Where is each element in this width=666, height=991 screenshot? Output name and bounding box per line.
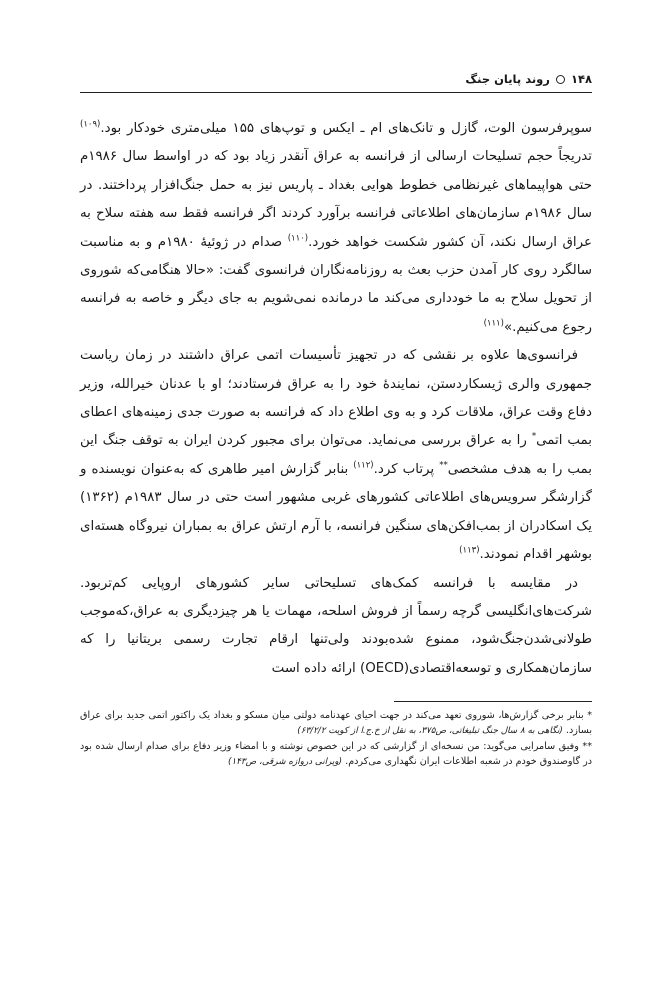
- text-run: تدریجاً حجم تسلیحات ارسالی از فرانسه به عراق آنقدر زیاد بود که در اواسط سال ۱۹۸۶م حتی هواپیماهای غیرنظامی خطوط هوایی بغداد ـ پاریس نیز به حمل جنگ‌افزار پرداختند. در سال ۱۹۸۶م سازمان‌های اطلاعاتی فرانسه برآورد کردند اگر فرانسه فقط سه هفته سلاح به عراق ارسال نکند، آن کشور شکست خواهد خورد.: [80, 149, 592, 250]
- text-run: پرتاب کرد.: [373, 461, 440, 477]
- circle-bullet-icon: [556, 75, 565, 84]
- body-paragraph: [80, 570, 592, 684]
- running-title: روند پایان جنگ: [465, 72, 550, 86]
- text-run: بنابر گزارش امیر طاهری که به‌عنوان نویسنده و گزارشگر سرویس‌های اطلاعاتی کشورهای غربی مشهور است حتی در سال ۱۹۸۳م (۱۳۶۲) یک اسکادران از بمب‌افکن‌های سنگین فرانسه، با آرم ارتش عراق به بمباران نیروگاه هسته‌ای بوشهر اقدام نمودند.: [80, 461, 592, 563]
- footnote: [80, 739, 592, 770]
- running-header: [80, 72, 592, 93]
- footnote-source: (ویرانی دروازه شرقی، ص۱۴۳): [227, 757, 343, 768]
- footnote-text: * بنابر برخی گزارش‌ها، شوروی تعهد می‌کند در جهت احیای عهدنامه دولتی میان مسکو و بغداد یک راکتور اتمی جدید برای عراق بسازد.: [80, 710, 592, 737]
- footnote: [80, 708, 592, 739]
- footnotes: [80, 708, 592, 770]
- body-text: [80, 115, 592, 683]
- text-run: صدام در ژوئیهٔ ۱۹۸۰م و به مناسبت سالگرد روی کار آمدن حزب بعث به روزنامه‌نگاران فرانسوی گفت: «حالا هنگامی‌که شوروی از تحویل سلاح به ما خودداری می‌کند ما درمانده نمی‌شویم به جای دیگر و خاصه به فرانسه رجوع می‌کنیم.»: [80, 234, 592, 335]
- footnote-source: (نگاهی به ۸ سال جنگ تبلیغاتی، ص۳۷۵، به نقل از خ.ج.ا از کویت ۶۳/۲/۲): [297, 726, 563, 737]
- text-run: در مقایسه با فرانسه کمک‌های تسلیحاتی سایر کشورهای اروپایی کم‌تربود. شرکت‌های‌انگلیسی گرچه رسماً از فروش اسلحه، مهمات یا هر چیزدیگری به عراق،که‌موجب طولانی‌شدن‌جنگ‌شود، ممنوع شده‌بودند ولی‌تنها ارقام تجارت رسمی بریتانیا را که سازمان‌همکاری و توسعه‌اقتصادی(OECD) ارائه داده است: [80, 575, 592, 676]
- body-paragraph: [80, 342, 592, 569]
- text-run: فرانسوی‌ها علاوه بر نقشی که در تجهیز تأسیسات اتمی عراق داشتند در زمان ریاست جمهوری والری ژیسکاردستن، نمایندهٔ خود را به عراق فرستادند؛ او با عدنان خیرالله، وزیر دفاع وقت عراق، ملاقات کرد و به وی اطلاع داد که فرانسه به صورت جدی زمینه‌های اعطای بمب اتمی: [80, 348, 592, 449]
- text-run: سوپرفرسون الوت، گازل و تانک‌های ام ـ ایکس و توپ‌های ۱۵۵ میلی‌متری خودکار بود.: [100, 121, 592, 136]
- body-paragraph: [80, 115, 592, 342]
- footnote-reference: (۱۱۲): [353, 460, 374, 471]
- footnote-reference: *: [531, 432, 537, 442]
- footnote-text: ** وفیق سامرایی می‌گوید: من نسخه‌ای از گزارشی که در این خصوص نوشته و با امضاء وزیر دفاع برای صدام ارسال شده بود در گاوصندوق خودم در شعبه اطلاعات ایران نگهداری می‌کردم.: [80, 741, 592, 768]
- footnote-reference: (۱۰۹): [80, 119, 101, 130]
- footnote-divider: [394, 701, 592, 702]
- footnote-reference: **: [439, 460, 448, 471]
- text-run: را به عراق بررسی می‌نماید. می‌توان برای مجبور کردن ایران به توقف جنگ این بمب را به هدف مشخصی: [80, 433, 592, 477]
- footnote-reference: (۱۱۱): [483, 318, 504, 329]
- footnote-reference: (۱۱۰): [287, 233, 309, 244]
- footnote-reference: (۱۱۳): [459, 545, 480, 556]
- page-number: ۱۴۸: [570, 72, 592, 86]
